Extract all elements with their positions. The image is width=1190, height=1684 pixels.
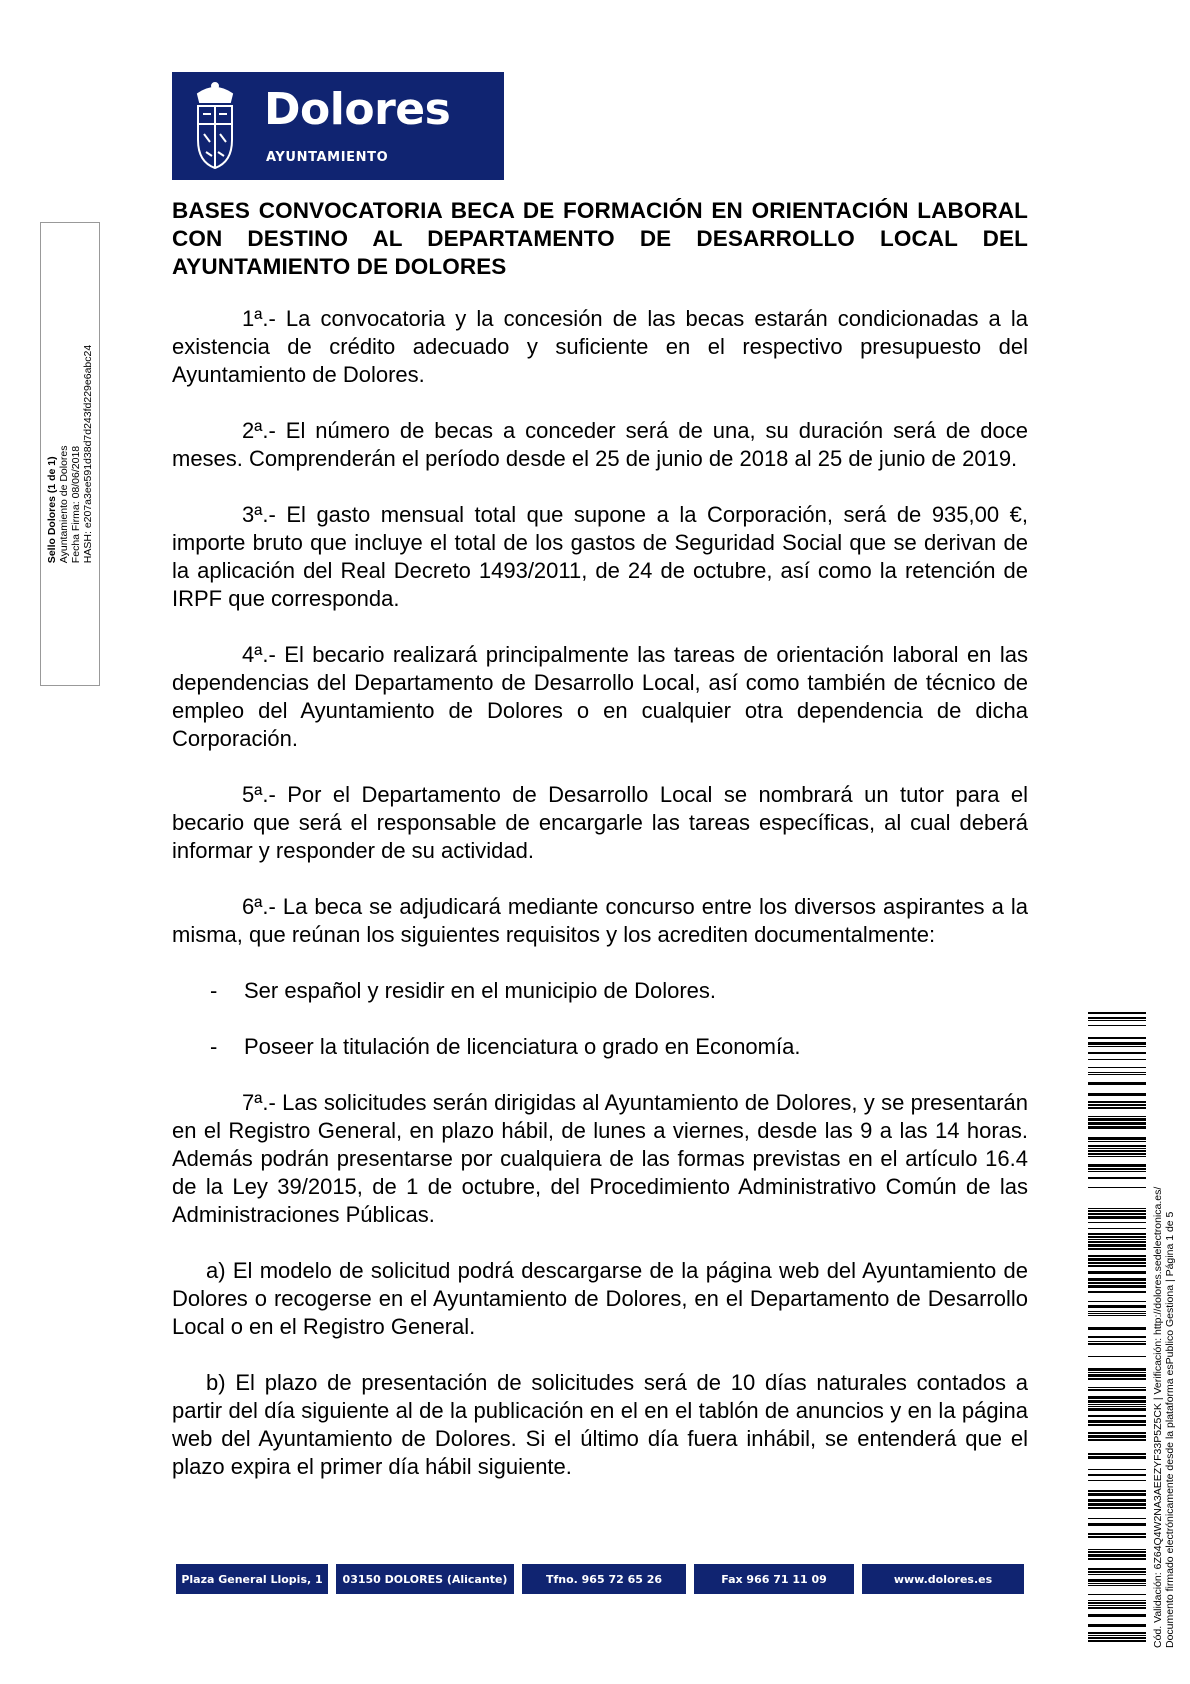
requirement-item — [172, 1033, 1028, 1061]
clause-4: 4ª.- El becario realizará principalmente las tareas de orientación laboral en las dependencias del Departamento de Desarrollo Local, así como también de técnico de empleo del Ayuntamiento de Dolores o en cualquier otra dependencia de dicha Corporación. — [172, 642, 1028, 751]
ayuntamiento-logo — [172, 72, 504, 180]
footer-web: www.dolores.es — [862, 1564, 1024, 1594]
stamp-entity: Ayuntamiento de Dolores — [58, 445, 70, 564]
stamp-hash: HASH: e207a3ee591d38d7d243fd229e6abc24 — [82, 344, 94, 564]
document-title: BASES CONVOCATORIA BECA DE FORMACIÓN EN ORIENTACIÓN LABORAL CON DESTINO AL DEPARTAMENTO DE DESARROLLO LOCAL DEL AYUNTAMIENTO DE DOLORES — [172, 198, 1028, 279]
bullet-dash: - — [210, 978, 218, 1003]
clause-5: 5ª.- Por el Departamento de Desarrollo Local se nombrará un tutor para el becario que será el responsable de encargarle las tareas específicas, al cual deberá informar y responder de su actividad. — [172, 782, 1028, 863]
logo-name: Dolores — [264, 84, 451, 135]
footer-phone: Tfno. 965 72 65 26 — [522, 1564, 686, 1594]
clause-7: 7ª.- Las solicitudes serán dirigidas al Ayuntamiento de Dolores, y se presentarán en el Registro General, en plazo hábil, de lunes a viernes, desde las 9 a las 14 horas. Además podrán presentarse por cualquiera de las formas previstas en el artículo 16.4 de la Ley 39/2015, de 1 de octubre, del Procedimiento Administrativo Común de las Administraciones Públicas. — [172, 1090, 1028, 1227]
barcode-icon — [1088, 1012, 1146, 1642]
clause-3: 3ª.- El gasto mensual total que supone a la Corporación, será de 935,00 €, importe bruto que incluye el total de los gastos de Seguridad Social que se derivan de la aplicación del Real Decreto 1493/2011, de 24 de octubre, así como la retención de IRPF que corresponda. — [172, 502, 1028, 611]
logo-subtitle: AYUNTAMIENTO — [266, 150, 389, 165]
clause-7b: b) El plazo de presentación de solicitudes será de 10 días naturales contados a partir del día siguiente al de la publicación en el en el tablón de anuncios y en la página web del Ayuntamiento de Dolores. Si el último día fuera inhábil, se entenderá que el plazo expira el primer día hábil siguiente. — [172, 1370, 1028, 1479]
requirement-text: Ser español y residir en el municipio de Dolores. — [244, 978, 717, 1003]
footer-fax: Fax 966 71 11 09 — [694, 1564, 854, 1594]
requirement-text: Poseer la titulación de licenciatura o grado en Economía. — [244, 1034, 801, 1059]
verification-code: Cód. Validación: 6Z64Q4W2NA3AEEZYF33P5Z5CK | Verificación: http://dolores.sedelectronica.es/ — [1152, 1186, 1164, 1648]
footer-contact-bar — [176, 1564, 1024, 1594]
verification-text — [1152, 1187, 1176, 1648]
verification-platform: Documento firmado electrónicamente desde la plataforma esPublico Gestiona | Página 1 de 5 — [1164, 1211, 1176, 1648]
stamp-date: Fecha Firma: 08/06/2018 — [70, 445, 82, 564]
footer-postal: 03150 DOLORES (Alicante) — [336, 1564, 514, 1594]
bullet-dash: - — [210, 1034, 218, 1059]
coat-of-arms-icon — [190, 80, 240, 172]
clause-1: 1ª.- La convocatoria y la concesión de las becas estarán condicionadas a la existencia de crédito adecuado y suficiente en el respectivo presupuesto del Ayuntamiento de Dolores. — [172, 306, 1028, 387]
clause-2: 2ª.- El número de becas a conceder será de una, su duración será de doce meses. Comprenderán el período desde el 25 de junio de 2018 al 25 de junio de 2019. — [172, 418, 1028, 471]
requirement-item — [172, 977, 1028, 1005]
signature-stamp — [40, 222, 100, 686]
clause-6: 6ª.- La beca se adjudicará mediante concurso entre los diversos aspirantes a la misma, que reúnan los siguientes requisitos y los acrediten documentalmente: — [172, 894, 1028, 947]
document-body — [172, 197, 1028, 1509]
stamp-title: Sello Dolores (1 de 1) — [46, 456, 58, 564]
clause-7a: a) El modelo de solicitud podrá descargarse de la página web del Ayuntamiento de Dolores o recogerse en el Ayuntamiento de Dolores, en el Departamento de Desarrollo Local o en el Registro General. — [172, 1258, 1028, 1339]
footer-address: Plaza General Llopis, 1 — [176, 1564, 328, 1594]
